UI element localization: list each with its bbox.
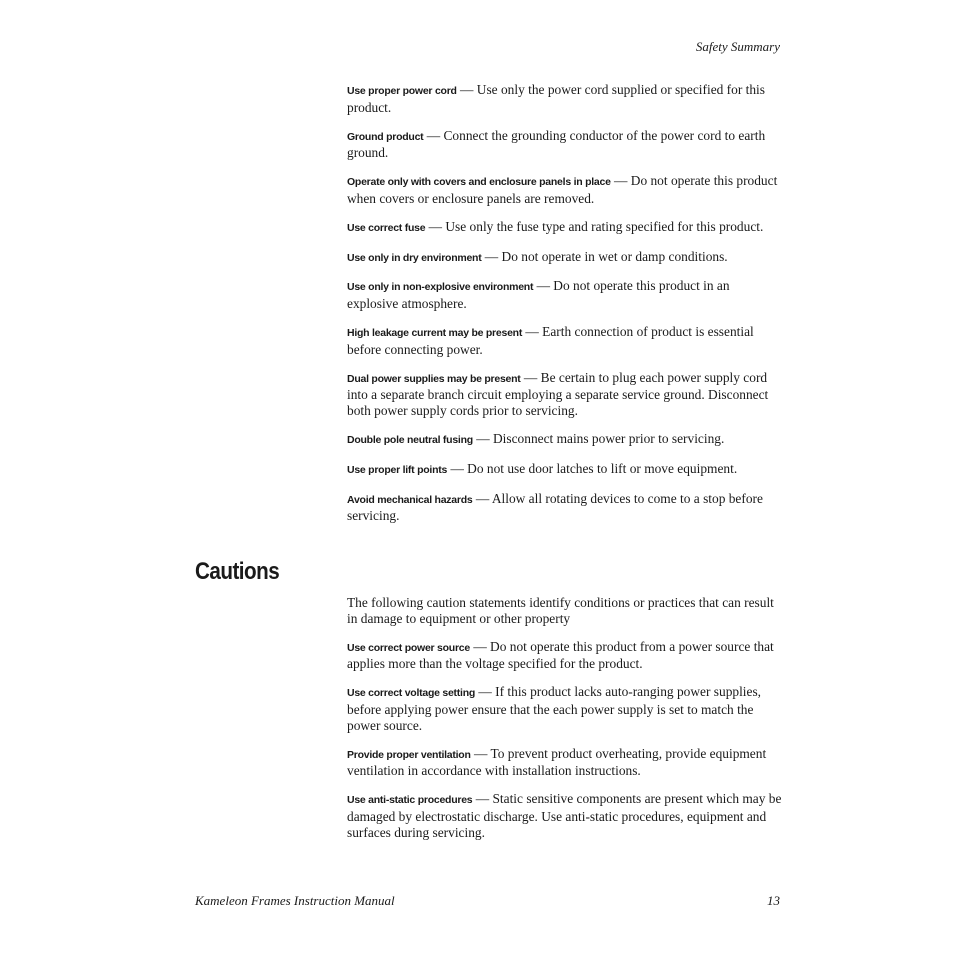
page-number: 13 — [767, 893, 780, 908]
warning-text: — Use only the fuse type and rating specified for this product. — [425, 218, 764, 234]
caution-lead: Provide proper ventilation — [347, 748, 471, 761]
warning-item — [347, 249, 782, 267]
warning-lead: Dual power supplies may be present — [347, 372, 521, 385]
warning-lead: Use correct fuse — [347, 221, 426, 234]
warning-text: — Be certain to plug each power supply cord into a separate branch circuit employing a separate service ground. Disconnect both power supply cords prior to servicing. — [347, 369, 769, 419]
warning-lead: Ground product — [347, 130, 424, 143]
warning-lead: High leakage current may be present — [347, 326, 523, 339]
warning-lead: Use only in dry environment — [347, 251, 482, 264]
warnings-list — [347, 82, 782, 536]
warning-text: — Allow all rotating devices to come to a stop before servicing. — [347, 490, 763, 524]
warning-lead: Operate only with covers and enclosure panels in place — [347, 176, 611, 189]
warning-text: — Do not operate in wet or damp conditions. — [481, 248, 728, 264]
warning-text: — Disconnect mains power prior to servicing. — [472, 430, 725, 446]
warning-item — [347, 82, 782, 116]
warning-lead: Use only in non-explosive environment — [347, 281, 534, 294]
caution-text: — Do not operate this product from a power source that applies more than the voltage specified for the product. — [347, 638, 774, 672]
caution-item — [347, 684, 782, 733]
running-header: Safety Summary — [695, 39, 780, 54]
caution-lead: Use anti-static procedures — [347, 794, 473, 807]
warning-text: — Do not use door latches to lift or move equipment. — [447, 460, 738, 476]
warning-item — [347, 491, 782, 525]
caution-lead: Use correct voltage setting — [347, 687, 476, 700]
warning-item — [347, 278, 782, 312]
warning-text: — Earth connection of product is essential before connecting power. — [347, 323, 754, 357]
caution-text: — Static sensitive components are present which may be damaged by electrostatic discharge. Use anti-static procedures, equipment and surfaces during servicing. — [347, 791, 782, 840]
warning-lead: Double pole neutral fusing — [347, 433, 473, 446]
warning-text: — Use only the power cord supplied or specified for this product. — [347, 82, 765, 115]
warning-lead: Use proper power cord — [347, 85, 457, 97]
caution-text: — If this product lacks auto-ranging power supplies, before applying power ensure that the each power supply is set to match the power source. — [347, 684, 762, 733]
cautions-heading: Cautions — [195, 558, 280, 585]
warning-item — [347, 324, 782, 358]
warning-item — [347, 128, 782, 162]
warning-text: — Do not operate this product when covers or enclosure panels are removed. — [347, 173, 778, 206]
caution-item — [347, 639, 782, 673]
cautions-intro: The following caution statements identify conditions or practices that can result in damage to equipment or other property — [347, 595, 774, 626]
warning-text: — Do not operate this product in an explosive atmosphere. — [347, 278, 730, 312]
warning-item — [347, 173, 782, 207]
warning-text: — Connect the grounding conductor of the power cord to earth ground. — [347, 127, 766, 161]
footer-manual-title: Kameleon Frames Instruction Manual — [195, 893, 395, 908]
caution-text: — To prevent product overheating, provide equipment ventilation in accordance with installation instructions. — [347, 745, 767, 779]
caution-lead: Use correct power source — [347, 641, 470, 654]
warning-item — [347, 370, 782, 419]
warning-lead: Avoid mechanical hazards — [347, 493, 473, 506]
caution-item — [347, 746, 782, 780]
cautions-list — [347, 595, 782, 853]
warning-item — [347, 461, 782, 479]
warning-item — [347, 219, 782, 237]
warning-item — [347, 431, 782, 449]
warning-lead: Use proper lift points — [347, 463, 448, 476]
caution-item — [347, 791, 782, 840]
